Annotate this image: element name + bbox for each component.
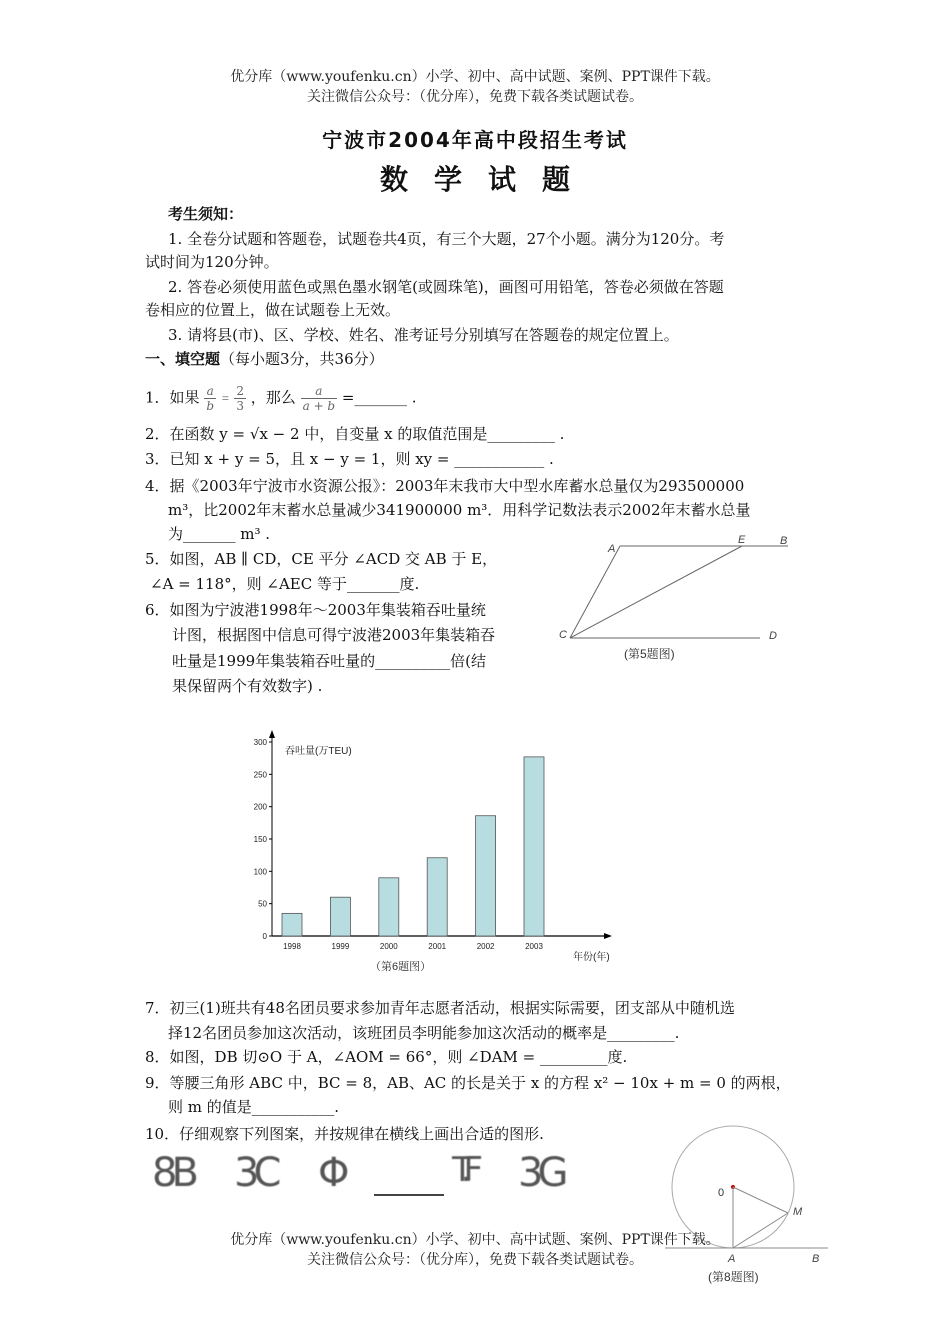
chart-bar-2000	[379, 878, 399, 936]
chart-bar-2001	[427, 858, 447, 936]
fig8-label-m: M	[793, 1206, 803, 1218]
fig5-caption: (第5题图)	[624, 647, 675, 661]
q10-pattern-6: 3G	[518, 1150, 563, 1196]
question-9-line-2: 则 m 的值是___________.	[168, 1098, 340, 1116]
q10-pattern-2: 3C	[234, 1150, 276, 1196]
chart-y-arrow	[269, 730, 275, 738]
chart-x-tick-label: 1998	[283, 942, 301, 951]
question-6-line-4: 果保留两个有效数字) .	[172, 677, 323, 695]
q10-pattern-3: Φ	[318, 1150, 350, 1196]
q10-pattern-1: 8B	[152, 1150, 193, 1196]
chart-y-tick-label: 300	[253, 738, 267, 747]
q1-pre: 如果	[169, 388, 200, 407]
fig5-label-a: A	[608, 543, 616, 555]
question-6-line-2: 计图，根据图中信息可得宁波港2003年集装箱吞	[172, 626, 496, 644]
chart-x-tick-label: 2000	[379, 942, 398, 951]
footer-line-2: 关注微信公众号：（优分库），免费下载各类试题试卷。	[307, 1252, 643, 1268]
q1-post: =_______ .	[341, 388, 417, 407]
chart-x-tick-label: 2002	[476, 942, 495, 951]
q10-patterns	[152, 1150, 582, 1200]
q1-fraction-a-b: a b	[206, 384, 215, 413]
q1-fraction-a-apb: a a + b	[302, 384, 336, 413]
subject-title: 数学试题	[379, 163, 596, 196]
chart-x-arrow	[604, 933, 612, 939]
chart-caption: （第6题图）	[370, 961, 432, 973]
chart-bar-2003	[524, 757, 544, 936]
question-6-line-1: 6．如图为宁波港1998年～2003年集装箱吞吐量统	[145, 601, 486, 619]
q1-number: 1．	[145, 388, 170, 407]
fig5-label-c: C	[559, 629, 567, 641]
question-7-line-1: 7．初三(1)班共有48名团员要求参加青年志愿者活动，根据实际需要，团支部从中随机选	[145, 999, 735, 1017]
fig5-label-e: E	[738, 534, 746, 546]
q1-fraction-2-3: 2 3	[236, 384, 245, 413]
question-6-line-3: 吐量是1999年集装箱吞吐量的__________倍(结	[172, 652, 487, 670]
question-2: 2．在函数 y = √x − 2 中，自变量 x 的取值范围是_________ .	[145, 425, 565, 443]
chart-y-tick-label: 200	[253, 802, 267, 812]
notice-item-1a: 1. 全卷分试题和答题卷，试题卷共4页，有三个大题，27个小题。满分为120分。考	[168, 230, 725, 248]
chart-x-tick-label: 2001	[428, 942, 447, 951]
chart-y-label: 吞吐量(万TEU)	[285, 746, 352, 757]
chart-x-label: 年份(年)	[573, 952, 610, 963]
question-7-line-2: 择12名团员参加这次活动，该班团员李明能参加这次活动的概率是_________.	[168, 1024, 680, 1042]
footer-line-1: 优分库（www.youfenku.cn）小学、初中、高中试题、案例、PPT课件下载。	[230, 1232, 720, 1248]
chart-bar-1999	[330, 897, 350, 936]
question-5-line-2: ∠A = 118°，则 ∠AEC 等于_______度.	[150, 575, 420, 593]
notice-item-2b: 卷相应的位置上，做在试题卷上无效。	[145, 301, 401, 319]
chart-y-tick-label: 50	[258, 899, 267, 909]
q10-blank-line	[374, 1194, 444, 1196]
question-1: 1．如果 a b = 2 3 ，那么 a a + b =_______ .	[145, 384, 417, 413]
fig8-radius-om	[733, 1187, 788, 1213]
notice-item-2a: 2. 答卷必须使用蓝色或黑色墨水钢笔(或圆珠笔)，画图可用铅笔，答卷必须做在答题	[168, 278, 724, 296]
question-9-line-1: 9．等腰三角形 ABC 中，BC = 8，AB、AC 的长是关于 x 的方程 x² − 10x + m = 0 的两根，	[145, 1074, 791, 1092]
section-1-heading	[145, 349, 384, 369]
chart-bar-1998	[282, 913, 302, 936]
question-8: 8．如图，DB 切⊙O 于 A，∠AOM = 66°，则 ∠DAM = _________度.	[145, 1048, 628, 1066]
section-1-note: （每小题3分，共36分）	[220, 350, 384, 368]
q10-pattern-5: T.F	[452, 1150, 476, 1190]
figure-6-chart	[240, 728, 620, 978]
chart-y-tick-label: 250	[253, 770, 267, 780]
q1-mid: ，那么	[250, 388, 296, 407]
chart-y-tick-label: 100	[253, 867, 267, 877]
chart-x-tick-label: 1999	[331, 942, 350, 951]
fig5-line-ce	[570, 546, 742, 638]
fig5-label-d: D	[769, 630, 777, 642]
question-4-line-2: m³，比2002年末蓄水总量减少341900000 m³．用科学记数法表示2002年末蓄水总量	[168, 501, 751, 519]
question-10: 10．仔细观察下列图案，并按规律在横线上画出合适的图形.	[145, 1125, 544, 1143]
header-line-2: 关注微信公众号：（优分库），免费下载各类试题试卷。	[307, 89, 643, 105]
header-line-1: 优分库（www.youfenku.cn）小学、初中、高中试题、案例、PPT课件下载。	[230, 69, 720, 85]
question-4-line-1: 4．据《2003年宁波市水资源公报》：2003年末我市大中型水库蓄水总量仅为293500000	[145, 477, 745, 495]
fig5-label-b: B	[780, 535, 788, 547]
fig8-label-a: A	[728, 1253, 736, 1265]
chart-bar-2002	[476, 816, 496, 936]
figure-5	[550, 530, 810, 665]
notice-item-1b: 试时间为120分钟。	[145, 253, 279, 271]
notice-item-3: 3. 请将县(市)、区、学校、姓名、准考证号分别填写在答题卷的规定位置上。	[168, 326, 679, 344]
section-1-title: 一、填空题	[145, 350, 221, 368]
question-3: 3．已知 x + y = 5，且 x − y = 1，则 xy = ____________ .	[145, 450, 554, 468]
question-4-line-3: 为_______ m³ .	[168, 525, 271, 543]
chart-x-tick-label: 2003	[525, 942, 543, 951]
question-5-line-1: 5．如图，AB ∥ CD，CE 平分 ∠ACD 交 AB 于 E，	[145, 550, 498, 568]
chart-y-tick-label: 150	[253, 835, 267, 844]
notice-heading: 考生须知：	[168, 205, 244, 223]
fig8-label-o: 0	[718, 1187, 725, 1199]
fig8-caption: (第8题图)	[708, 1270, 759, 1284]
chart-y-tick-label: 0	[262, 932, 267, 941]
fig8-label-b: B	[812, 1253, 820, 1265]
exam-title: 宁波市2004年高中段招生考试	[322, 128, 628, 152]
